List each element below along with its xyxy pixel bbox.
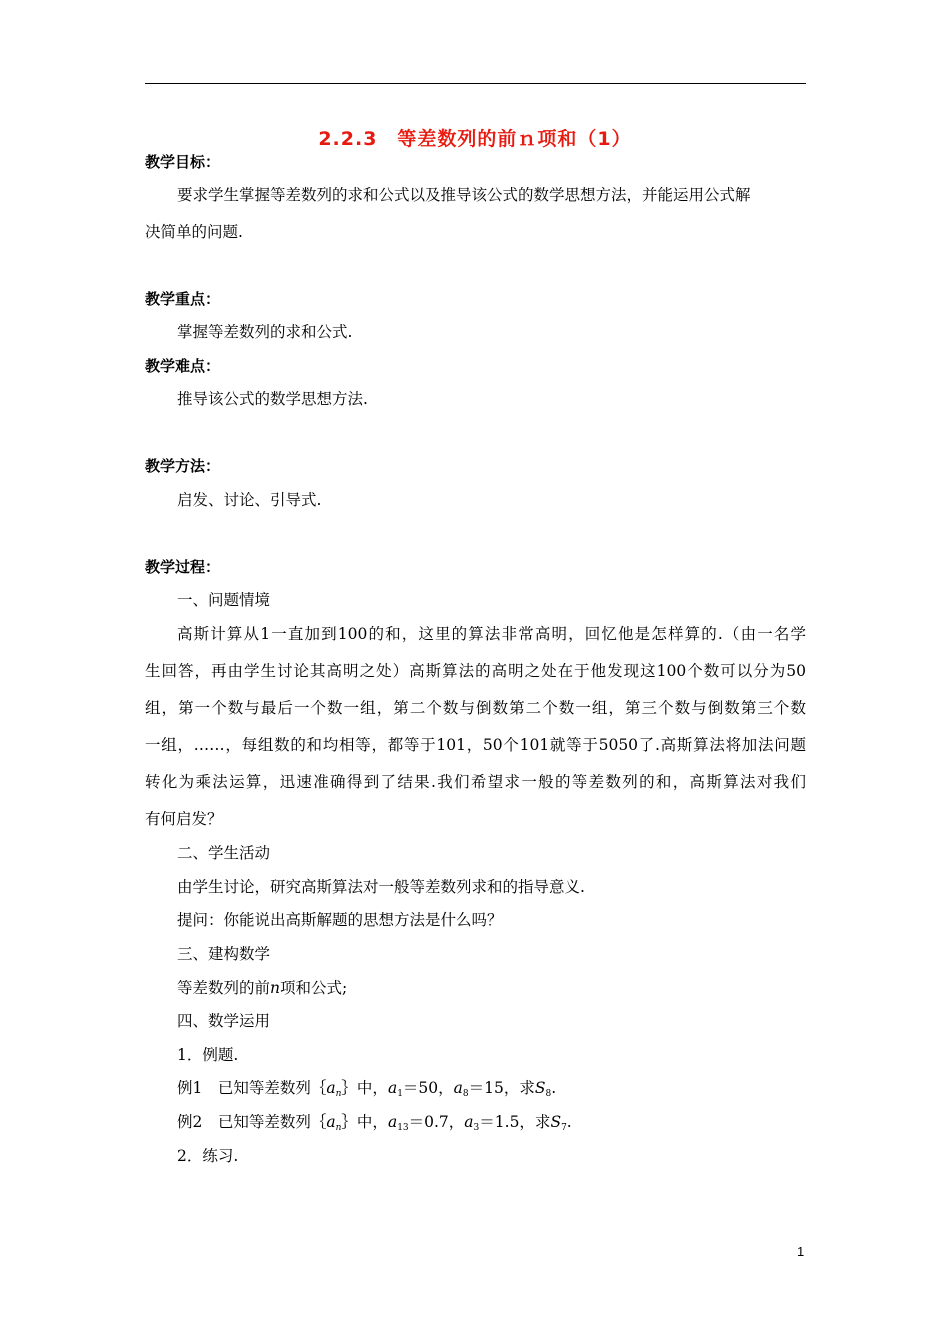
construct-suffix: 项和公式;	[280, 979, 348, 997]
term-sub: 13	[397, 1123, 409, 1133]
objective-heading: 教学目标：	[145, 153, 221, 171]
section-math-application: 四、数学运用	[177, 1012, 271, 1030]
example-2-label: 例2 已知等差数列｛	[177, 1113, 327, 1131]
objective-text-line1: 要求学生掌握等差数列的求和公式以及推导该公式的数学思想方法，并能运用公式解	[177, 186, 751, 204]
example-1-end: .	[551, 1079, 557, 1097]
construct-var: n	[270, 979, 280, 997]
example-2-mid: ｝中，	[341, 1113, 388, 1131]
key-points-text: 掌握等差数列的求和公式.	[177, 323, 353, 341]
term-var: a	[387, 1079, 398, 1097]
sum-sub: 8	[545, 1089, 552, 1099]
term-var: a	[453, 1079, 463, 1097]
gauss-paragraph	[145, 616, 806, 838]
example-2	[177, 1112, 572, 1138]
process-heading: 教学过程：	[145, 558, 221, 576]
construct-prefix: 等差数列的前	[177, 979, 271, 997]
term-value: ＝1.5，求	[479, 1113, 551, 1131]
question-text: 提问：你能说出高斯解题的思想方法是什么吗？	[177, 911, 503, 929]
method-text: 启发、讨论、引导式.	[177, 491, 322, 509]
gauss-line: 有何启发？	[145, 810, 223, 828]
item-exercises: 2．练习.	[177, 1147, 239, 1165]
term-value: ＝0.7，	[408, 1113, 465, 1131]
term-var: a	[387, 1113, 398, 1131]
section-problem-situation: 一、问题情境	[177, 591, 271, 609]
term-sub: 1	[397, 1089, 403, 1099]
key-points-heading: 教学重点：	[145, 290, 221, 308]
gauss-line: 组，第一个数与最后一个数一组，第二个数与倒数第二个数一组，第三个数与倒数第三个数	[145, 699, 806, 717]
example-2-end: .	[566, 1113, 572, 1131]
item-examples: 1．例题.	[177, 1046, 239, 1064]
gauss-line: 生回答，再由学生讨论其高明之处）高斯算法的高明之处在于他发现这100个数可以分为50	[145, 662, 806, 680]
term-sub: 8	[462, 1089, 469, 1099]
gauss-line: 高斯计算从1一直加到100的和，这里的算法非常高明，回忆他是怎样算的.（由一名学	[177, 625, 806, 643]
term-var: a	[464, 1113, 474, 1131]
method-heading: 教学方法：	[145, 457, 221, 475]
difficult-points-heading: 教学难点：	[145, 357, 221, 375]
section-student-activity: 二、学生活动	[177, 844, 271, 862]
sum-var: S	[534, 1079, 546, 1097]
construct-text	[177, 978, 347, 998]
example-1	[177, 1078, 556, 1104]
activity-text: 由学生讨论，研究高斯算法对一般等差数列求和的指导意义.	[177, 878, 585, 896]
page-number: 1	[797, 1244, 805, 1259]
seq-var: a	[326, 1079, 336, 1097]
document-title: 2.2.3 等差数列的前ｎ项和（1）	[318, 128, 632, 150]
header-rule	[145, 83, 806, 84]
seq-sub: n	[335, 1123, 342, 1133]
sum-sub: 7	[561, 1123, 567, 1133]
seq-var: a	[326, 1113, 336, 1131]
gauss-line: 一组，……，每组数的和均相等，都等于101，50个101就等于5050了.高斯算法将加法问题	[145, 736, 806, 754]
term-sub: 3	[473, 1123, 480, 1133]
term-value: ＝50，	[402, 1079, 454, 1097]
objective-text-line2: 决简单的问题.	[145, 223, 243, 241]
difficult-points-text: 推导该公式的数学思想方法.	[177, 390, 368, 408]
example-1-label: 例1 已知等差数列｛	[177, 1079, 327, 1097]
sum-var: S	[550, 1113, 562, 1131]
seq-sub: n	[335, 1089, 342, 1099]
example-1-mid: ｝中，	[341, 1079, 388, 1097]
section-construct-math: 三、建构数学	[177, 945, 271, 963]
term-value: ＝15，求	[468, 1079, 535, 1097]
gauss-line: 转化为乘法运算，迅速准确得到了结果.我们希望求一般的等差数列的和，高斯算法对我们	[145, 773, 806, 791]
